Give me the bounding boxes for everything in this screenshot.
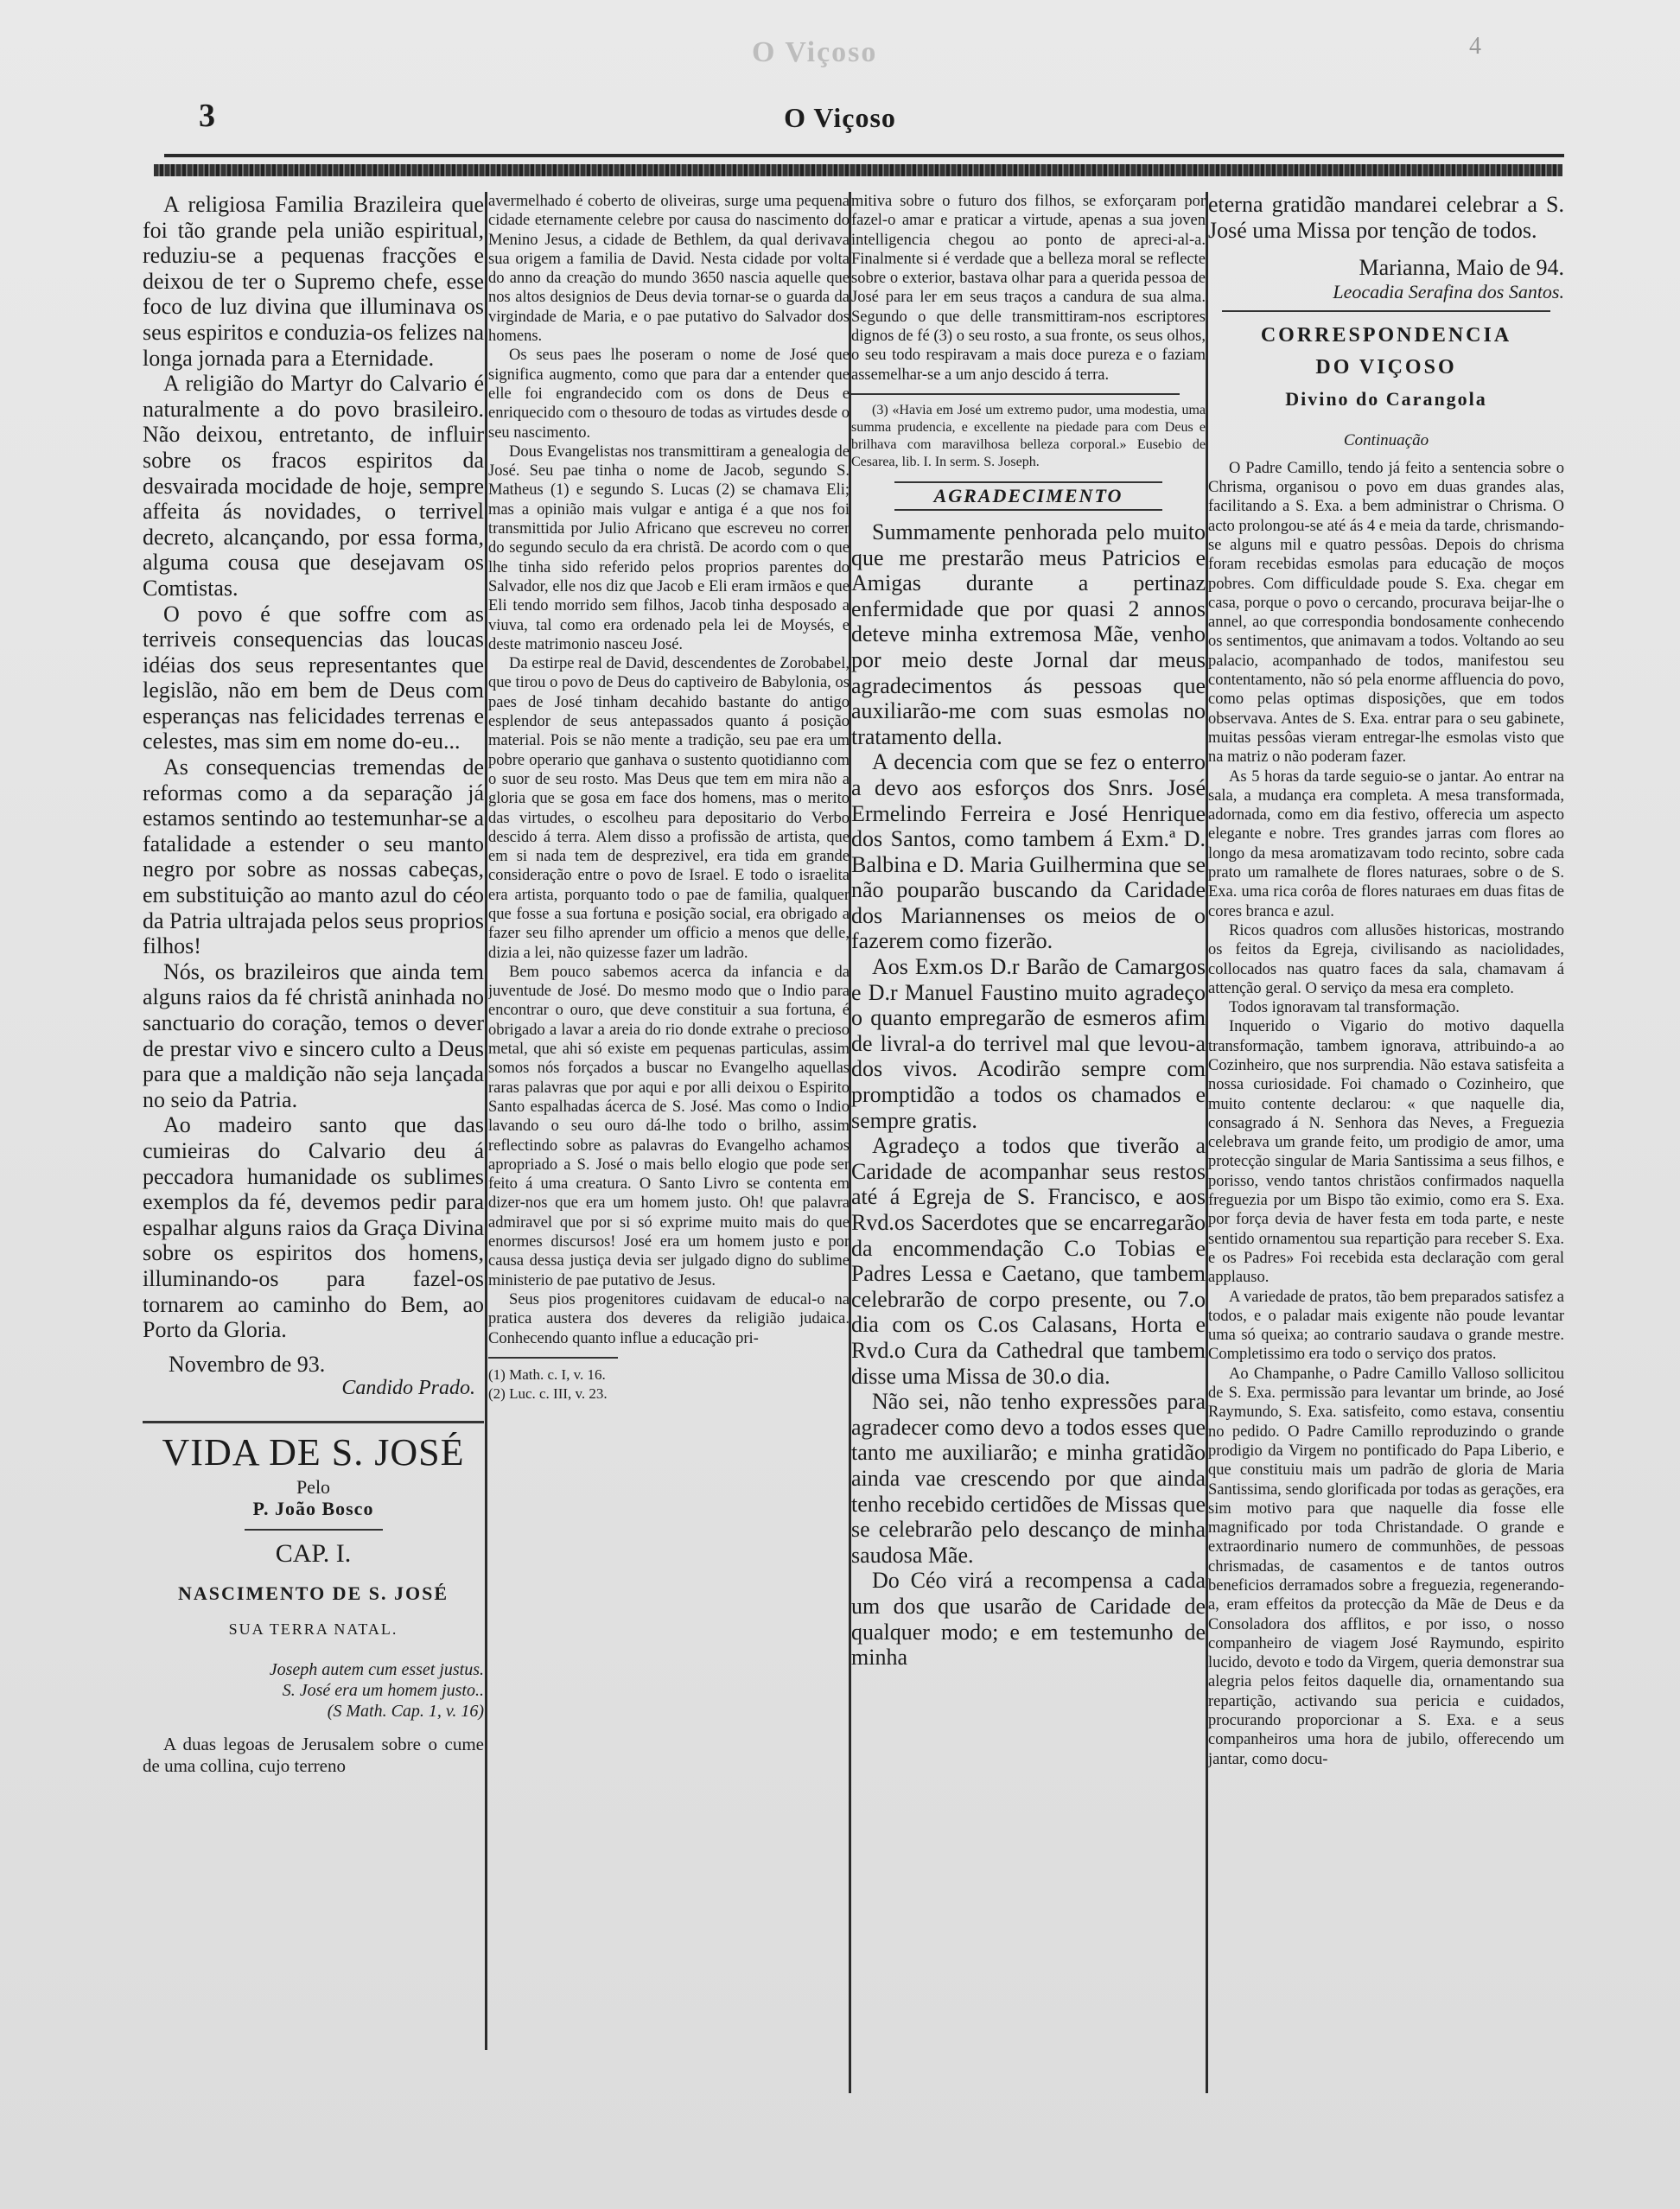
masthead-title: O Viçoso — [784, 102, 896, 133]
article-paragraph: O Padre Camillo, tendo já feito a sentencia sobre o Chrisma, organisou o povo em duas grandes alas, facilitando a S. Exa. a bem administrar o Chrisma. O acto prolongou-se até ás 4 e meia da tarde, chrismando-se alguns mil e quatro pessôas. Depois do chrisma foram recebidas esmolas para educação de moços pobres. Com difficuldade poude S. Exa. chegar em casa, porque o povo o cercando, procurava beijar-lhe o annel, ao que correspondia bondosamente conhecendo os sentimentos, que animavam a todos. Voltando ao seu palacio, acompanhado de todos, manifestou seu contentamento, não só pela enorme affluencia do povo, como pelas optimas disposições, que em todos observava. Antes de S. Exa. entrar para o seu gabinete, muitas pessôas vieram entregar-lhe esmolas visto que na matriz o não poderam fazer. — [1208, 459, 1564, 767]
column-1 — [143, 192, 484, 2050]
article-paragraph: avermelhado é coberto de oliveiras, surge uma pequena cidade eternamente celebre por causa do nascimento do Menino Jesus, a cidade de Bethlem, da qual derivava sua origem a familia de David. Nesta cidade por volta do anno da creação do mundo 3650 nascia aquelle que nos altos designios de Deus devia tornar-se o guarda da virgindade de Maria, e o pae putativo do Salvador dos homens. — [488, 193, 850, 346]
article-paragraph: Inquerido o Vigario do motivo daquella transformação, tambem ignorava, attribuindo-a ao Cozinheiro, que nos surprendia. Não estava satisfeita a nossa curiosidade. Foi chamado o Cozinheiro, que muito contente declarou: « que naquelle dia, consagrado á N. Senhora das Neves, a Freguezia celebrava um grande feito, um prodigio de amor, uma protecção singular de Maria Santissima a seus filhos, e porisso, vendo tantos christãos confirmados naquella freguezia por um Bispo tão eximio, como era S. Exa. por força devia de haver festa em toda parte, e neste sentido ornamentou sua repartição para receber S. Exa. e os Padres» Foi recebida esta declaração com geral applauso. — [1208, 1018, 1564, 1287]
section-rule — [1222, 310, 1550, 312]
article-paragraph: Nós, os brazileiros que ainda tem alguns raios da fé christã aninhada no sanctuario do coração, temos o dever de prestar vivo e sincero culto a Deus para que a maldição não seja lançada no seio da Patria. — [143, 958, 484, 1112]
article-paragraph: mitiva sobre o futuro dos filhos, se exforçaram por fazel-o amar e praticar a virtude, apenas a sua joven intelligencia chegou ao ponto de apreci-al-a. Finalmente si é verdade que a belleza moral se reflecte sobre o exterior, bastava olhar para a querida pessoa de José para ler em seus traços a candura de sua alma. Segundo o que delle transmittiram-nos escriptores dignos de fé (3) o seu rosto, a sua fronte, os seus olhos, o seu todo respiravam a mais doce pureza e o faziam assemelhar-se a um anjo descido á terra. — [851, 193, 1206, 384]
epigraph-line: S. José era um homem justo.. — [282, 1680, 484, 1700]
serial-title: VIDA DE S. JOSÉ — [143, 1421, 484, 1474]
section-subheading: DO VIÇOSO — [1315, 355, 1457, 379]
article-paragraph: Não sei, não tenho expressões para agradecer como devo a todos esses que tanto me auxiliarão; e minha gratidão ainda vae crescendo por que ainda tenho recebido certidões de Missas que se celebrarão pelo descanço de minha saudosa Mãe. — [851, 1389, 1206, 1568]
footnote: (1) Math. c. I, v. 16. — [488, 1366, 606, 1383]
article-paragraph: As consequencias tremendas de reformas como a da separação já estamos sentindo ao testemunhar-se a fatalidade a estender o seu manto negro por sobre as nossas cabeças, em substituição ao manto azul do céo da Patria ultrajada pelos seus proprios filhos! — [143, 754, 484, 959]
article-paragraph: eterna gratidão mandarei celebrar a S. José uma Missa por tenção de todos. — [1208, 192, 1564, 243]
chapter-subtitle: SUA TERRA NATAL. — [228, 1620, 398, 1638]
epigraph-line: Joseph autem cum esset justus. — [269, 1659, 484, 1679]
bleed-through-header: O Viçoso — [752, 36, 878, 68]
article-date: Novembro de 93. — [169, 1351, 326, 1377]
continuation-label: Continuação — [1343, 430, 1429, 449]
place-date: Marianna, Maio de 94. — [1359, 255, 1564, 281]
footnote-rule — [851, 393, 1180, 395]
article-paragraph: A variedade de pratos, tão bem preparados satisfez a todos, e o paladar mais exigente não poude levantar uma só queixa; ao contrario saudava o grande mestre. Completissimo era todo o serviço dos pratos. — [1208, 1288, 1564, 1364]
byline-pelo: Pelo — [296, 1476, 331, 1499]
chapter-title: NASCIMENTO DE S. JOSÉ — [178, 1582, 449, 1604]
page-number: 3 — [199, 98, 215, 134]
byline-author: P. João Bosco — [252, 1497, 374, 1519]
article-paragraph: Todos ignoravam tal transformação. — [1229, 999, 1460, 1017]
article-paragraph: O povo é que soffre com as terriveis consequencias das loucas idéias dos seus representantes que legislão, não em bem de Deus com esperanças nas felicidades terrenas e celestes, mas sim em nome do-eu... — [143, 601, 484, 754]
article-paragraph: Dous Evangelistas nos transmittiram a genealogia de José. Seu pae tinha o nome de Jacob, segundo S. Matheus (1) e segundo S. Lucas (2) se chamava Eli; mas a opinião mais vulgar e antiga é a que nos foi transmittida por Julio Africano que escreveu no correr do segundo seculo da era christã. De acordo com o que lhe tinha sido referido pelos proprios parentes do Salvador, elle nos diz que Jacob e Eli eram irmãos e que Eli tendo morrido sem filhos, Jacob tinha desposado a viuva, tal como era ordenado pela lei de Moysés, e deste matrimonio nasceu José. — [488, 442, 850, 653]
article-signature: Candido Prado. — [341, 1377, 475, 1400]
article-paragraph: A decencia com que se fez o enterro a devo aos esforços dos Snrs. José Ermelindo Ferreira e José Henrique dos Santos, como tambem á Exm.ª D. Balbina e D. Maria Guilhermina que se não pouparão buscando da Caridade dos Mariannenses os meios de o fazerem como fizerão. — [851, 749, 1206, 954]
article-paragraph: Da estirpe real de David, descendentes de Zorobabel, que tirou o povo de Deus do captiveiro de Babylonia, os paes de José tinham decahido bastante do antigo esplendor de seus antepassados quanto á posição material. Pois se não mente a tradição, seu pae era um pobre operario que ganhava o sustento quotidianno com o suor de seu rosto. Mas Deus que tem em mira não a gloria que se gosa em face dos homens, mas o merito das virtudes, o escolheu para depositario do Verbo descido á terra. Alem disso a profissão de artista, que em si nada tem de desprezivel, era tida em grande consideração entre o povo de Israel. E todo o israelita era artista, porquanto todo o pae de familia, qualquer que fosse a sua fortuna e posição social, era obrigado a fazer seu filho aprender um officio a menos que delle, dizia a lei, não quizesse fazer um ladrão. — [488, 655, 850, 962]
footnote: (2) Luc. c. III, v. 23. — [488, 1385, 608, 1402]
column-4 — [1208, 192, 1564, 2110]
article-signature: Leocadia Serafina dos Santos. — [1333, 280, 1564, 302]
column-2 — [488, 192, 850, 2050]
article-paragraph: Ao Champanhe, o Padre Camillo Valloso sollicitou de S. Exa. permissão para levantar um brinde, ao José Raymundo, S. Exa. satisfeito, como estava, consentiu no pedido. O Padre Camillo reproduzindo o grande prodigio da Virgem no pontificado do Papa Liberio, e que constituiu mais um padrão de gloria de Maria Santissima, sendo glorificada por todas as gerações, era sim motivo para que naquelle dia fosse elle magnificado por toda Christandade. O grande e extraordinario numero de communhões, de pessoas chrismadas, de casamentos e de tantos outros beneficios derramados sobre a freguezia, regenerando-a, eram effeitos da protecção da Mãe de Deus e da Consoladora dos afflitos, e por isso, o nosso companheiro de viagem José Raymundo, espirito lucido, devoto e todo da Virgem, queria demonstrar sua alegria pelos feitos daquelle dia, ornamentando sua repartição, activando sua pericia e cuidados, procurando proporcionar a S. Exa. e a seus companheiros uma hora de jubilo, offerecendo um jantar, como docu- — [1208, 1365, 1564, 1768]
section-place: Divino do Carangola — [1285, 387, 1487, 410]
article-paragraph: Seus pios progenitores cuidavam de educal-o na pratica austera dos deveres da religião judaica. Conhecendo quanto influe a educação pri- — [488, 1290, 850, 1347]
article-paragraph: Ao madeiro santo que das cumieiras do Calvario deu á peccadora humanidade os sublimes exemplos da fé, devemos pedir para espalhar alguns raios da Graça Divina sobre os espiritos dos homens, illuminando-os para fazel-os tornarem ao caminho do Bem, ao Porto da Gloria. — [143, 1112, 484, 1343]
epigraph-citation: (S Math. Cap. 1, v. 16) — [327, 1701, 484, 1721]
article-paragraph: Summamente penhorada pelo muito que me prestarão meus Patricios e Amigas durante a pertinaz enfermidade que por quasi 2 annos deteve minha extremosa Mãe, venho por meio deste Jornal dar meus agradecimentos ás pessoas que auxiliarão-me com suas esmolas no tratamento della. — [851, 519, 1206, 749]
corner-mark: 4 — [1469, 33, 1481, 60]
article-paragraph: As 5 horas da tarde seguio-se o jantar. Ao entrar na sala, a mudança era completa. A mesa transformada, adornada, como em dia festivo, offerecia um aspecto elegante e nobre. Tres grandes jarras com flores ao longo da mesa aromatizavam todo recinto, sobre cada prato um ramalhete de flores naturaes, sobre o de S. Exa. uma rica corôa de flores naturaes em duas fitas de cores branca e azul. — [1208, 767, 1564, 920]
article-paragraph: A duas legoas de Jerusalem sobre o cume de uma collina, cujo terreno — [143, 1733, 484, 1776]
article-paragraph: A religião do Martyr do Calvario é naturalmente a do povo brasileiro. Não deixou, entretanto, de influir sobre os fracos espiritos da desvairada mocidade de hoje, sempre affeita ás novidades, o terrivel decreto, alcançando, por essa forma, alguma cousa que desejavam os Comtistas. — [143, 371, 484, 601]
header-rule-thin — [164, 154, 1564, 157]
article-paragraph: Agradeço a todos que tiverão a Caridade de acompanhar seus restos até á Egreja de S. Francisco, e aos Rvd.os Sacerdotes que se encarregarão da encommendação C.o Tobias e Padres Lessa e Caetano, que tambem celebrarão de corpo presente, ou 7.o dia com os C.os Calasans, Horta e Rvd.o Cura da Cathedral que tambem disse uma Missa de 30.o dia. — [851, 1133, 1206, 1389]
header-rule-ornamental — [154, 164, 1562, 176]
footnote-rule — [488, 1357, 618, 1359]
article-paragraph: Aos Exm.os D.r Barão de Camargos e D.r Manuel Faustino muito agradeço o quanto empregarão de esmeros afim de livral-a do terrivel mal que levou-a dos vivos. Acodirão sempre com promptidão a todos os chamados e sempre gratis. — [851, 954, 1206, 1133]
section-heading: CORRESPONDENCIA — [1260, 323, 1512, 347]
footnote: (3) «Havia em José um extremo pudor, uma modestia, uma summa prudencia, e excellente na piedade para com Deus e brilhava com maravilhosa belleza corporal.» Eusebio de Cesarea, lib. I. In serm. S. Joseph. — [851, 402, 1206, 469]
article-paragraph: A religiosa Familia Brazileira que foi tão grande pela união espiritual, reduziu-se a pequenas fracções e deixou de ter o Supremo chefe, esse foco de luz divina que illuminava os seus espiritos e conduzia-os felizes na longa jornada para a Eternidade. — [143, 192, 484, 371]
section-heading: AGRADECIMENTO — [894, 481, 1162, 511]
section-rule — [245, 1529, 383, 1531]
column-divider — [485, 192, 487, 2050]
column-3 — [851, 192, 1206, 2110]
article-paragraph: Bem pouco sabemos acerca da infancia e da juventude de José. Do mesmo modo que o Indio para encontrar o ouro, que deve constituir a sua fortuna, é obrigado a lavar a areia do rio donde extrahe o precioso metal, que ahi só existe em pequenas particulas, assim somos nós forçados a buscar no Evangelho aquellas raras palavras que por aqui e por alli deixou o Espirito Santo espalhadas ácerca de S. José. Mas como o Indio lavando o seu ouro dá-lhe todo o brilho, assim reflectindo sobre as palavras do Evangelho achamos apropriado a S. José o mais bello elogio que pode ser feito á uma creatura. O Santo Livro se contenta em dizer-nos que era um homem justo. Oh! que palavra admiravel que por si só exprime muito mais do que enormes discursos! José era um homem justo e por causa dessa justiça devia ser julgado digno do sublime ministerio de pae putativo de Jesus. — [488, 963, 850, 1289]
chapter-number: CAP. I. — [275, 1538, 352, 1568]
article-paragraph: Os seus paes lhe poseram o nome de José que significa augmento, como que para dar a entender que elle foi engrandecido com os dons de Deus e enriquecido com o thesouro de todas as virtudes desde o seu nascimento. — [488, 347, 850, 442]
article-paragraph: Ricos quadros com allusões historicas, mostrando os feitos da Egreja, civilisando as naciolidades, collocados nas quatro faces da sala, chamavam á attenção geral. O serviço da mesa era completo. — [1208, 921, 1564, 997]
article-paragraph: Do Céo virá a recompensa a cada um dos que usarão de Caridade de qualquer modo; e em testemunho de minha — [851, 1568, 1206, 1671]
